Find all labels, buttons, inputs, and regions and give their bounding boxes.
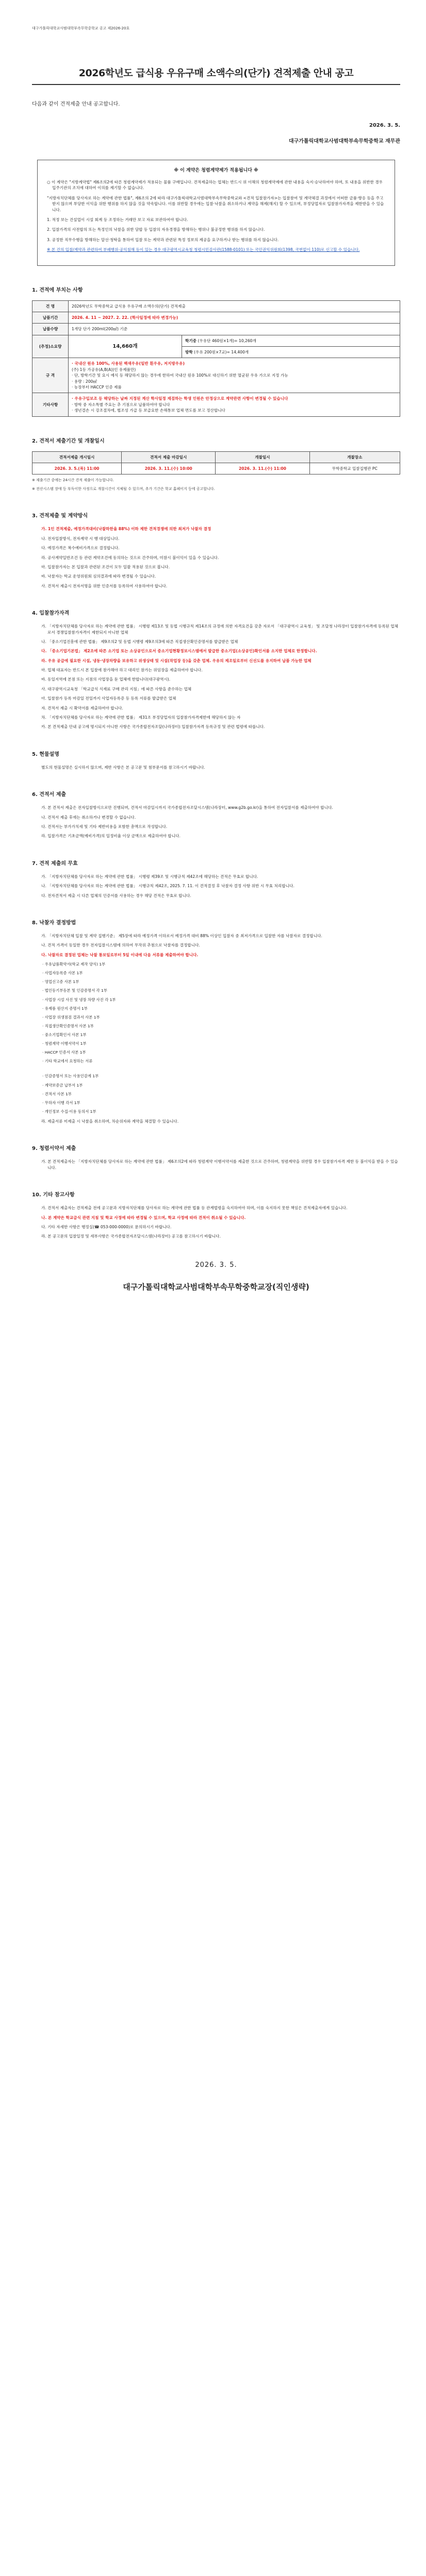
list-item: 자. 견적서 제출 시 확약서를 제출하여야 합니다. <box>41 705 123 710</box>
spec-line: · 국내산 원유 100%, 사용된 백색우유(일반 흰우유, 저지방우유) <box>72 361 185 366</box>
list-item: 아. 입찰참가 등록 마감일 전일까지 사업자등록증 등 등록 서류를 발급받은 업체 <box>41 696 176 701</box>
section-heading: 2. 견적서 제출기간 및 개찰일시 <box>32 438 105 444</box>
qualification-list <box>32 623 400 730</box>
document-number: 대구가톨릭대학교사범대학부속무학중학교 공고 제2026-20호 <box>32 26 130 30</box>
table-row <box>32 324 400 335</box>
unit-price-label: 학기중 <box>185 338 197 343</box>
column-header: 견적서 제출 마감일시 <box>122 451 216 463</box>
table-row <box>32 393 400 416</box>
required-documents-list <box>32 961 400 1064</box>
table-row <box>32 358 400 393</box>
list-item: 다. 견적서는 부가가치세 및 기타 제반비용을 포함한 총액으로 작성합니다. <box>41 824 168 829</box>
table-cell-value <box>182 335 400 346</box>
list-item: 바. 동일지역에 본점 또는 지점의 사업장을 둔 업체에 한합니다(대구광역시). <box>41 677 171 682</box>
list-item: 다. 기타 자세한 사항은 행정실(☎ 053-000-0000)로 문의하시기 바랍니다. <box>41 1224 172 1229</box>
list-item: 나. 「중소기업진흥에 관한 법률」 제9조의2 및 동법 시행령 제9조의3에 따른 직접생산확인증명서를 발급받은 업체 <box>41 639 238 644</box>
spec-line: · 단, 방학기간 및 요시 예식 등 해당하지 않는 경우에 한하여 국내산 원유 100%로 대신하기 위한 멸균된 우유 가으로 지정 가능 <box>72 373 288 378</box>
table-cell: 무학중학교 입찰집행관 PC <box>309 463 400 474</box>
spec-line: · 용량 : 200㎖ <box>72 379 97 384</box>
list-item: 라. 본 공고문의 입찰일정 및 세부사항은 국가종합전자조달시스템(나라장터) 공고를 참고하시기 바랍니다. <box>41 1234 221 1239</box>
table-cell-value: 2026학년도 무학중학교 급식용 우유구매 소액수의(단가) 견적제출 <box>69 300 400 312</box>
contract-documents-list <box>32 1073 400 1114</box>
invalid-list <box>32 874 400 899</box>
notice-paragraph: ※ 본 건의 입찰/계약과 관련하여 부패행위·공익침해 등이 있는 경우 대구광역시교육청 청렴시민감사관(1588-0101) 또는 국민권익위원회(1398, 국번없이 110)로 신고할 수 있습니다. <box>47 247 360 252</box>
list-item: 다. 예정가격은 복수예비가격으로 결정합니다. <box>41 546 120 551</box>
section-heading: 10. 기타 참고사항 <box>32 1192 75 1198</box>
document-item: · 중소기업확인서 사본 1부 <box>42 1032 87 1037</box>
document-item: · 영업신고증 사본 1부 <box>42 979 79 985</box>
list-item: 마. 입찰참가자는 본 입찰과 관련된 조건이 모두 일괄 적용된 것으로 봅니다. <box>41 564 170 569</box>
other-line: · 생년결손 시 강조절차에, 협조성 가급 등 보급요한 손해통보 업체 면도를 보고 정산합니다 <box>72 408 225 413</box>
paragraph: 별도의 현물설명은 실시하지 않으며, 제반 사항은 본 공고문 및 첨부문서를 참고하시기 바랍니다. <box>41 765 205 770</box>
other-cell <box>69 393 400 416</box>
vacation-label: 방학 <box>185 350 193 355</box>
table-cell-label: (추정)소요량 <box>32 335 69 358</box>
list-item: 바. 낙찰자는 학교 운영위원회 심의결과에 따라 변경될 수 있습니다. <box>41 574 156 579</box>
list-item: 가. 본 견적서 제출은 전자입찰방식으로만 진행되며, 견적서 마감일시까지 국가종합전자조달시스템(나라장터, www.g2b.go.kr)을 통하여 전자입찰서를 제출하여야 합니다. <box>41 805 333 810</box>
document-item: · 무하자 이행 각서 1부 <box>42 1100 80 1105</box>
list-item: 가. 「지방자치단체 입찰 및 계약 집행기준」 제5장에 따라 예정가격 이하로서 예정가격 대비 88% 이상인 입찰자 중 최저가격으로 입찰한 자를 낙찰자로 결정합니다. <box>41 933 322 938</box>
list-item: 가. 「지방자치단체를 당사자로 하는 계약에 관한 법률」 시행령 제39조 및 시행규칙 제42조에 해당하는 견적은 무효로 합니다. <box>41 874 258 879</box>
document-item: · 계약보증금 납부서 1부 <box>42 1082 83 1088</box>
issuer: 대구가톨릭대학교사범대학부속무학중학교 재무관 <box>288 138 400 144</box>
document-item: · 직접생산확인증명서 사본 1부 <box>42 1023 94 1028</box>
integrity-pledge <box>32 1159 400 1171</box>
other-line: · 방학 중 자소특별 주요는 추 기점으로 납품하여야 합니다 <box>72 402 170 407</box>
closing-date: 2026. 3. 5. <box>195 1261 237 1269</box>
section-heading: 6. 견적서 제출 <box>32 792 67 798</box>
table-cell: 2026. 3. 11.(수) 10:00 <box>122 463 216 474</box>
schedule-note: ※ 제출기간 중에는 24시간 견적 제출이 가능합니다. <box>32 478 114 483</box>
spec-cell <box>69 358 400 393</box>
table-cell-value: 2026. 4. 11 ~ 2027. 2. 22. (학사일정에 따라 변경가능) <box>69 312 400 323</box>
document-item: · 유제품 원산지 증명서 1부 <box>42 1006 88 1011</box>
list-item: 사. 대구광역시교육청 「학교급식 식재료 구매 관리 지침」에 따른 사항을 준수하는 업체 <box>41 686 192 691</box>
section-heading: 7. 견적 제출의 무효 <box>32 860 78 867</box>
list-item: 나. 견적 가격이 동일한 경우 전자입찰시스템에 의하여 무작위 추첨으로 낙찰자를 결정합니다. <box>41 943 200 948</box>
section-heading: 1. 견적에 부치는 사항 <box>32 287 83 293</box>
table-cell-label: 규 격 <box>32 358 69 393</box>
list-item: 나. 본 계약은 학교급식 관련 지침 및 학교 사정에 따라 변경될 수 있으며, 학교 사정에 따라 견적이 취소될 수 있습니다. <box>41 1215 246 1220</box>
list-item: 라. 입찰가격은 기초금액(예비가격)의 일정비율 이상 금액으로 제출하여야 합니다. <box>41 834 181 839</box>
column-header: 견적서제출 개시일시 <box>32 451 122 463</box>
table-cell-value: 1개당 단가 200ml(200㎖) 기준 <box>69 324 400 335</box>
document-item: · 사업자등록증 사본 1부 <box>42 971 83 976</box>
table-row <box>32 312 400 323</box>
list-item: 가. 「지방자치단체를 당사자로 하는 계약에 관한 법률」 시행령 제13조 및 동법 시행규칙 제14조의 규정에 의한 자격요건을 갖춘 자로서 「대구광역시 교육청」 및 조달청 나라장터 입찰참가자격에 등록된 업체로서 경쟁입찰참가자격이 제한되지 아니한 업체 <box>41 624 398 635</box>
spec-line: · 농장부터 HACCP 인증 제품 <box>72 385 122 390</box>
list-item: 다. 「중소기업기본법」 제2조에 따른 소기업 또는 소상공인으로서 중소기업현황정보시스템에서 발급한 중소기업(소상공인)확인서를 소지한 업체로 한정합니다. <box>41 649 317 654</box>
table-cell-value: 14,660개 <box>69 335 182 358</box>
document-item: · 사업장 위생점검 결과서 사본 1부 <box>42 1014 100 1020</box>
list-item: 마. 업체 대표자는 반드시 본 입찰에 참가해야 하고 대리인 참가는 위임장을 제출하여야 합니다. <box>41 668 203 673</box>
section-heading: 5. 현물설명 <box>32 751 59 757</box>
schedule-note: ※ 전산시스템 장애 등 부득이한 사정으로 개찰시간이 지체될 수 있으며, 추가 기간은 학교 홈페이지 등에 공고합니다. <box>32 486 215 491</box>
document-item: · 기타 학교에서 요청하는 서류 <box>42 1059 93 1064</box>
section-heading: 8. 낙찰자 결정방법 <box>32 920 76 926</box>
document-item: · 사업장 시설 사진 및 냉장 차량 사진 각 1부 <box>42 997 116 1002</box>
unit-price-value: (우유단 460원×1개)= 10,260개 <box>198 338 256 343</box>
list-item: 라. 우유 공급에 필요한 시설, 냉동·냉장차량을 보유하고 위생상태 및 시설(작업장 등)을 갖춘 업체. 우유의 제조일로부터 신선도를 유지하여 납품 가능한 업체 <box>41 658 312 663</box>
document-item: · 청렴계약 이행서약서 1부 <box>42 1041 87 1046</box>
column-header: 개찰일시 <box>216 451 309 463</box>
notice-paragraph: 2. 입찰가격의 사전합의 또는 특정인의 낙찰을 위한 담합 등 입찰의 자유경쟁을 방해하는 행위나 불공정한 행위를 하지 않습니다. <box>47 227 265 232</box>
list-item: 가. 1인 견적제출, 예정가격대비(낙찰하한율 88%) 이하 제한 견적경쟁에 의한 최저가 낙찰자 결정 <box>41 527 211 532</box>
list-item: 라. 제출서류 미제출 시 낙찰을 취소하며, 차순위자와 계약을 체결할 수 있습니다. <box>41 1118 179 1124</box>
section-heading: 4. 입찰참가자격 <box>32 611 70 617</box>
notice-date: 2026. 3. 5. <box>369 122 400 128</box>
other-line: · 우유구입보조 등 해당하는 날짜 지정된 계산 학사일정 재검하는 학생 인원은 안정상으로 계약관련 사항이 변경될 수 있습니다 <box>72 396 288 401</box>
integrity-notice-box <box>37 160 395 266</box>
spec-line: (주) 1등 가공유(A,B(A))인 유제품만) <box>72 367 136 372</box>
table-row <box>32 335 400 346</box>
contract-method-list <box>32 526 400 589</box>
notice-paragraph: 3. 공정한 직무수행을 방해하는 알선·청탁을 통하여 입찰 또는 계약과 관련된 특정 정보의 제공을 요구하거나 받는 행위를 하지 않습니다. <box>47 237 279 242</box>
notice-paragraph: "지방자치단체를 당사자로 하는 계약에 관한 법률", 제6조의 2에 따라 대구가톨릭대학교사범대학부속무학중학교와 <견적 입찰참가자>는 입찰참여 및 계약체결 과정에서 어떠한 금품·향응 등을 주고받지 않으며 부당한 이익을 위한 행위를 하지 않을 것을 약속합니다. 이를 위반할 경우에는 입찰·낙찰을 취소하거나 계약을 해제(해지) 할 수 있으며, 부정당업자로 입찰참가자격을 제한받을 수 있습니다. <box>47 195 384 212</box>
table-cell-label: 건 명 <box>32 300 69 312</box>
award-tail <box>32 1118 400 1124</box>
list-item: 다. 전자견적서 제출 시 다른 업체의 인증서를 사용하는 경우 해당 견적은 무효로 합니다. <box>41 893 191 898</box>
list-item: 다. 낙찰자로 결정된 업체는 낙찰 통보일로부터 5일 이내에 다음 서류를 제출하여야 합니다. <box>41 952 199 957</box>
document-item: · 견적서 사본 1부 <box>42 1091 72 1096</box>
section-heading: 3. 견적제출 및 계약방식 <box>32 513 88 519</box>
section-heading: 9. 청렴서약서 제출 <box>32 1146 76 1152</box>
award-list <box>32 933 400 958</box>
table-row <box>32 300 400 312</box>
intro-text: 다음과 같이 견적제출 안내 공고합니다. <box>32 101 120 107</box>
document-item: · 우유납품확약서(학교 제작 양식) 1부 <box>42 962 106 967</box>
title-divider <box>32 84 400 85</box>
document-item: · HACCP 인증서 사본 1부 <box>42 1050 86 1055</box>
column-header: 개찰장소 <box>309 451 400 463</box>
notice-paragraph: 1. 적정 보는 건설업이 시설 회계 등 조정하는 거래만 보고 자료 보관하여야 합니다. <box>47 217 188 222</box>
document-item: · 개인정보 수집·이용 동의서 1부 <box>42 1109 96 1114</box>
notice-heading: ※ 이 계약은 청렴계약제가 적용됩니다 ※ <box>174 167 258 173</box>
notice-paragraph: ○ 이 계약은 "지방계약법" 제6조의2에 따른 청렴계약제가 적용되는 물품 구매입니다. 견적제출하는 업체는 반드시 위 이해의 청렴계약제에 관한 내용을 숙지·승낙하여야 하며, 또 내용을 위반한 경우 입주기관의 조치에 대하여 이의를 제기할 수 없습니다. <box>47 180 383 191</box>
table-cell: 2026. 3. 5.(목) 11:00 <box>32 463 122 474</box>
table-cell: 2026. 3. 11.(수) 11:00 <box>216 463 309 474</box>
table-cell-label: 기타사항 <box>32 393 69 416</box>
list-item: 사. 견적서 제출시 전자서명을 위한 인증서를 등록하여 사용하여야 합니다. <box>41 583 168 588</box>
vacation-value: (우유 200원×7교)= 14,400개 <box>194 350 249 355</box>
list-item: 나. 전자입찰방식, 전자계약 시 행 대상입니다. <box>41 536 120 541</box>
table-cell-value <box>182 347 400 358</box>
paragraph: 가. 본 견적제출자는 「지방자치단체를 당사자로 하는 계약에 관한 법률」 제6조의2에 따라 청렴계약 이행서약서를 제출한 것으로 간주하며, 청렴계약을 위반할 경우 입찰참가자격 제한 등 불이익을 받을 수 있습니다. <box>41 1159 398 1170</box>
page-title: 2026학년도 급식용 우유구매 소액수의(단가) 견적제출 안내 공고 <box>78 67 354 79</box>
table-row <box>32 463 400 474</box>
list-item: 라. 공사계약일반조건 등 관련 계약조건에 동의하는 것으로 간주하며, 미참시 불이익이 있을 수 있습니다. <box>41 555 219 560</box>
document-item: · 법인등기부등본 및 인감증명서 각 1부 <box>42 988 107 993</box>
site-explanation <box>32 765 400 770</box>
table-header-row <box>32 451 400 463</box>
schedule-table <box>32 451 400 475</box>
table-cell-label: 납품기간 <box>32 312 69 323</box>
submission-list <box>32 805 400 839</box>
list-item: 나. 「지방자치단체를 당사자로 하는 계약에 관한 법률」 시행규칙 제42조, 2025. 7. 11. 이 견적결정 후 낙찰자 결정 사항 위반 시 무효 처리합니다. <box>41 884 294 889</box>
closing-issuer: 대구가톨릭대학교사범대학부속무학중학교장(직인생략) <box>123 1282 309 1292</box>
list-item: 나. 견적서 제출 후에는 취소하거나 변경할 수 없습니다. <box>41 815 136 820</box>
list-item: 가. 견적서 제출자는 견적제출 전에 공고문과 지방자치단체를 당사자로 하는 계약에 관한 법률 등 관계법령을 숙지하여야 하며, 이를 숙지하지 못한 책임은 견적제출자에게 있습니다. <box>41 1206 348 1211</box>
document-item: · 인감증명서 또는 사용인감계 1부 <box>42 1074 99 1079</box>
misc-list <box>32 1205 400 1240</box>
list-item: 차. 「지방자치단체를 당사자로 하는 계약에 관한 법률」 제31조 부정당업자의 입찰참가자격제한에 해당하지 않는 자 <box>41 715 241 720</box>
bid-items-table <box>32 300 400 417</box>
table-cell-label: 납품수량 <box>32 324 69 335</box>
list-item: 카. 본 견적제출 안내 공고에 명시되지 아니한 사항은 국가종합전자조달(나라장터) 입찰참가자격 등록규정 및 관련 법령에 따릅니다. <box>41 724 265 730</box>
